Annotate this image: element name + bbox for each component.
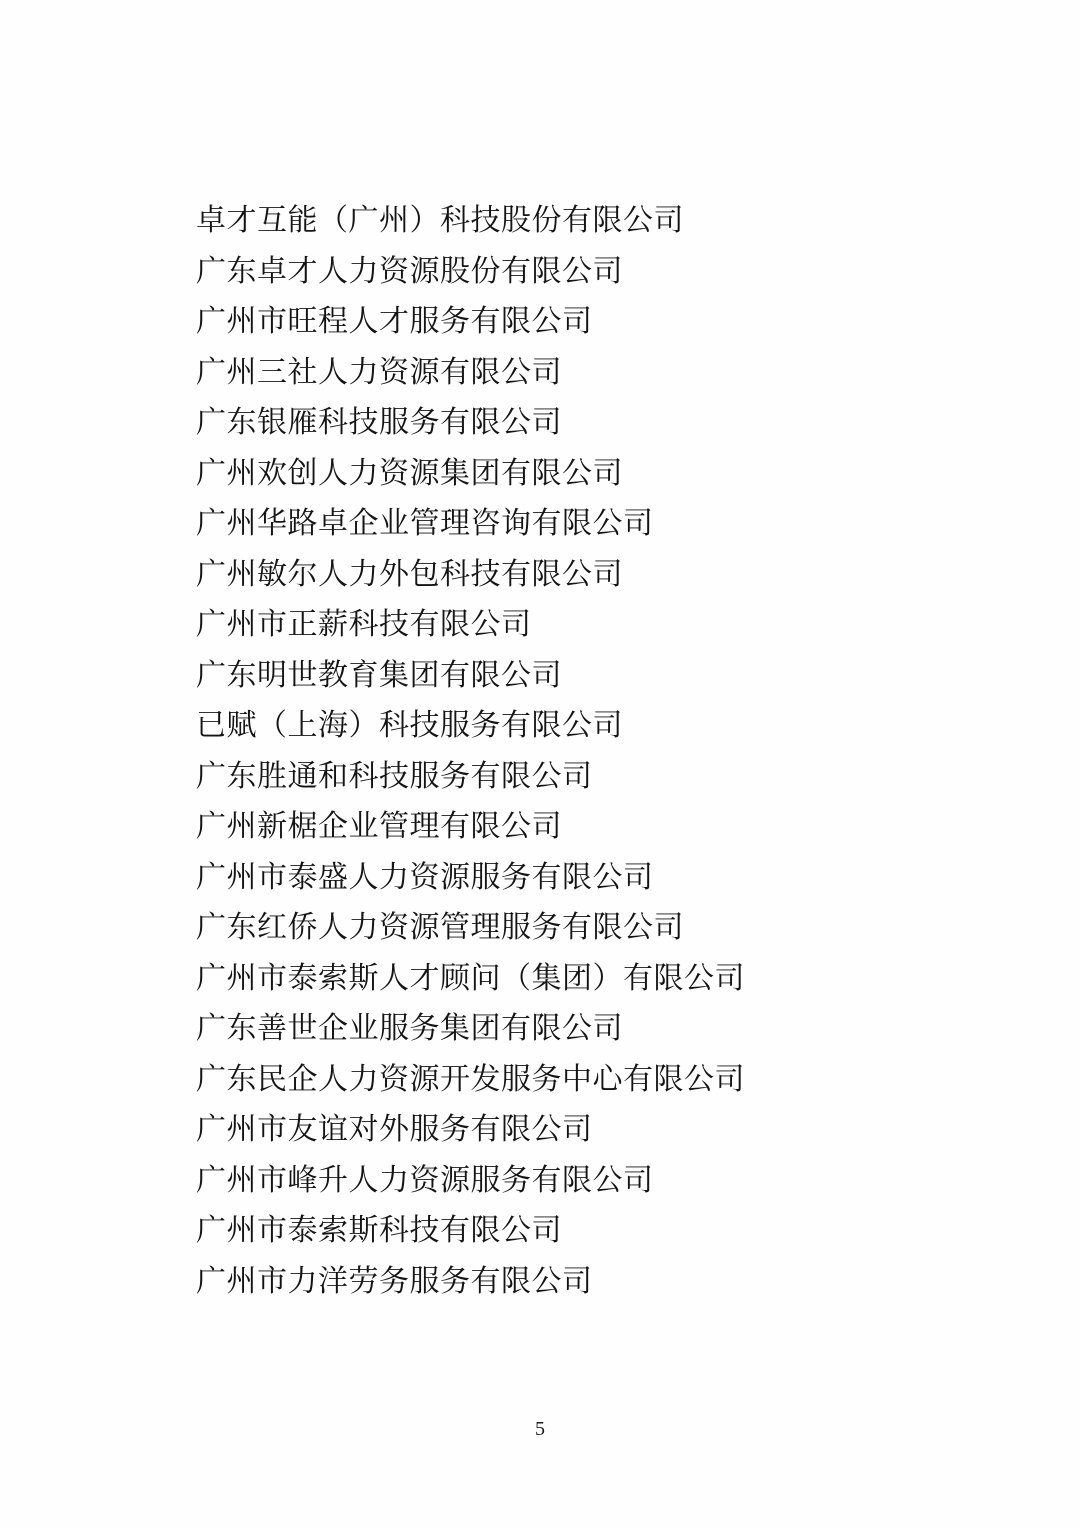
list-item: 已赋（上海）科技服务有限公司 [196,709,623,742]
list-item: 广州三社人力资源有限公司 [196,355,562,389]
list-item: 广州市峰升人力资源服务有限公司 [196,1163,654,1197]
list-item: 广州市友谊对外服务有限公司 [196,1113,593,1146]
list-item: 广州敏尔人力外包科技有限公司 [196,557,623,591]
list-item: 广州市泰盛人力资源服务有限公司 [196,860,654,894]
list-item: 广东善世企业服务集团有限公司 [196,1012,623,1045]
list-item: 广东民企人力资源开发服务中心有限公司 [196,1062,745,1096]
list-item: 广东红侨人力资源管理服务有限公司 [196,911,684,944]
list-item: 广东银雁科技服务有限公司 [196,406,562,439]
list-item: 广州欢创人力资源集团有限公司 [196,456,623,490]
list-item: 广州市旺程人才服务有限公司 [196,305,593,338]
list-item: 广东卓才人力资源股份有限公司 [196,254,623,288]
company-list [196,196,950,1307]
list-item: 广州市正薪科技有限公司 [196,608,532,641]
list-item: 广东明世教育集团有限公司 [196,658,562,692]
list-item: 广州市力洋劳务服务有限公司 [196,1264,593,1298]
list-item: 广州新椐企业管理有限公司 [196,810,562,843]
list-item: 卓才互能（广州）科技股份有限公司 [196,204,684,237]
list-item: 广州市泰索斯科技有限公司 [196,1214,562,1247]
list-item: 广东胜通和科技服务有限公司 [196,759,593,793]
page-number: 5 [535,1418,545,1440]
list-item: 广州华路卓企业管理咨询有限公司 [196,507,654,540]
list-item: 广州市泰索斯人才顾问（集团）有限公司 [196,961,745,995]
